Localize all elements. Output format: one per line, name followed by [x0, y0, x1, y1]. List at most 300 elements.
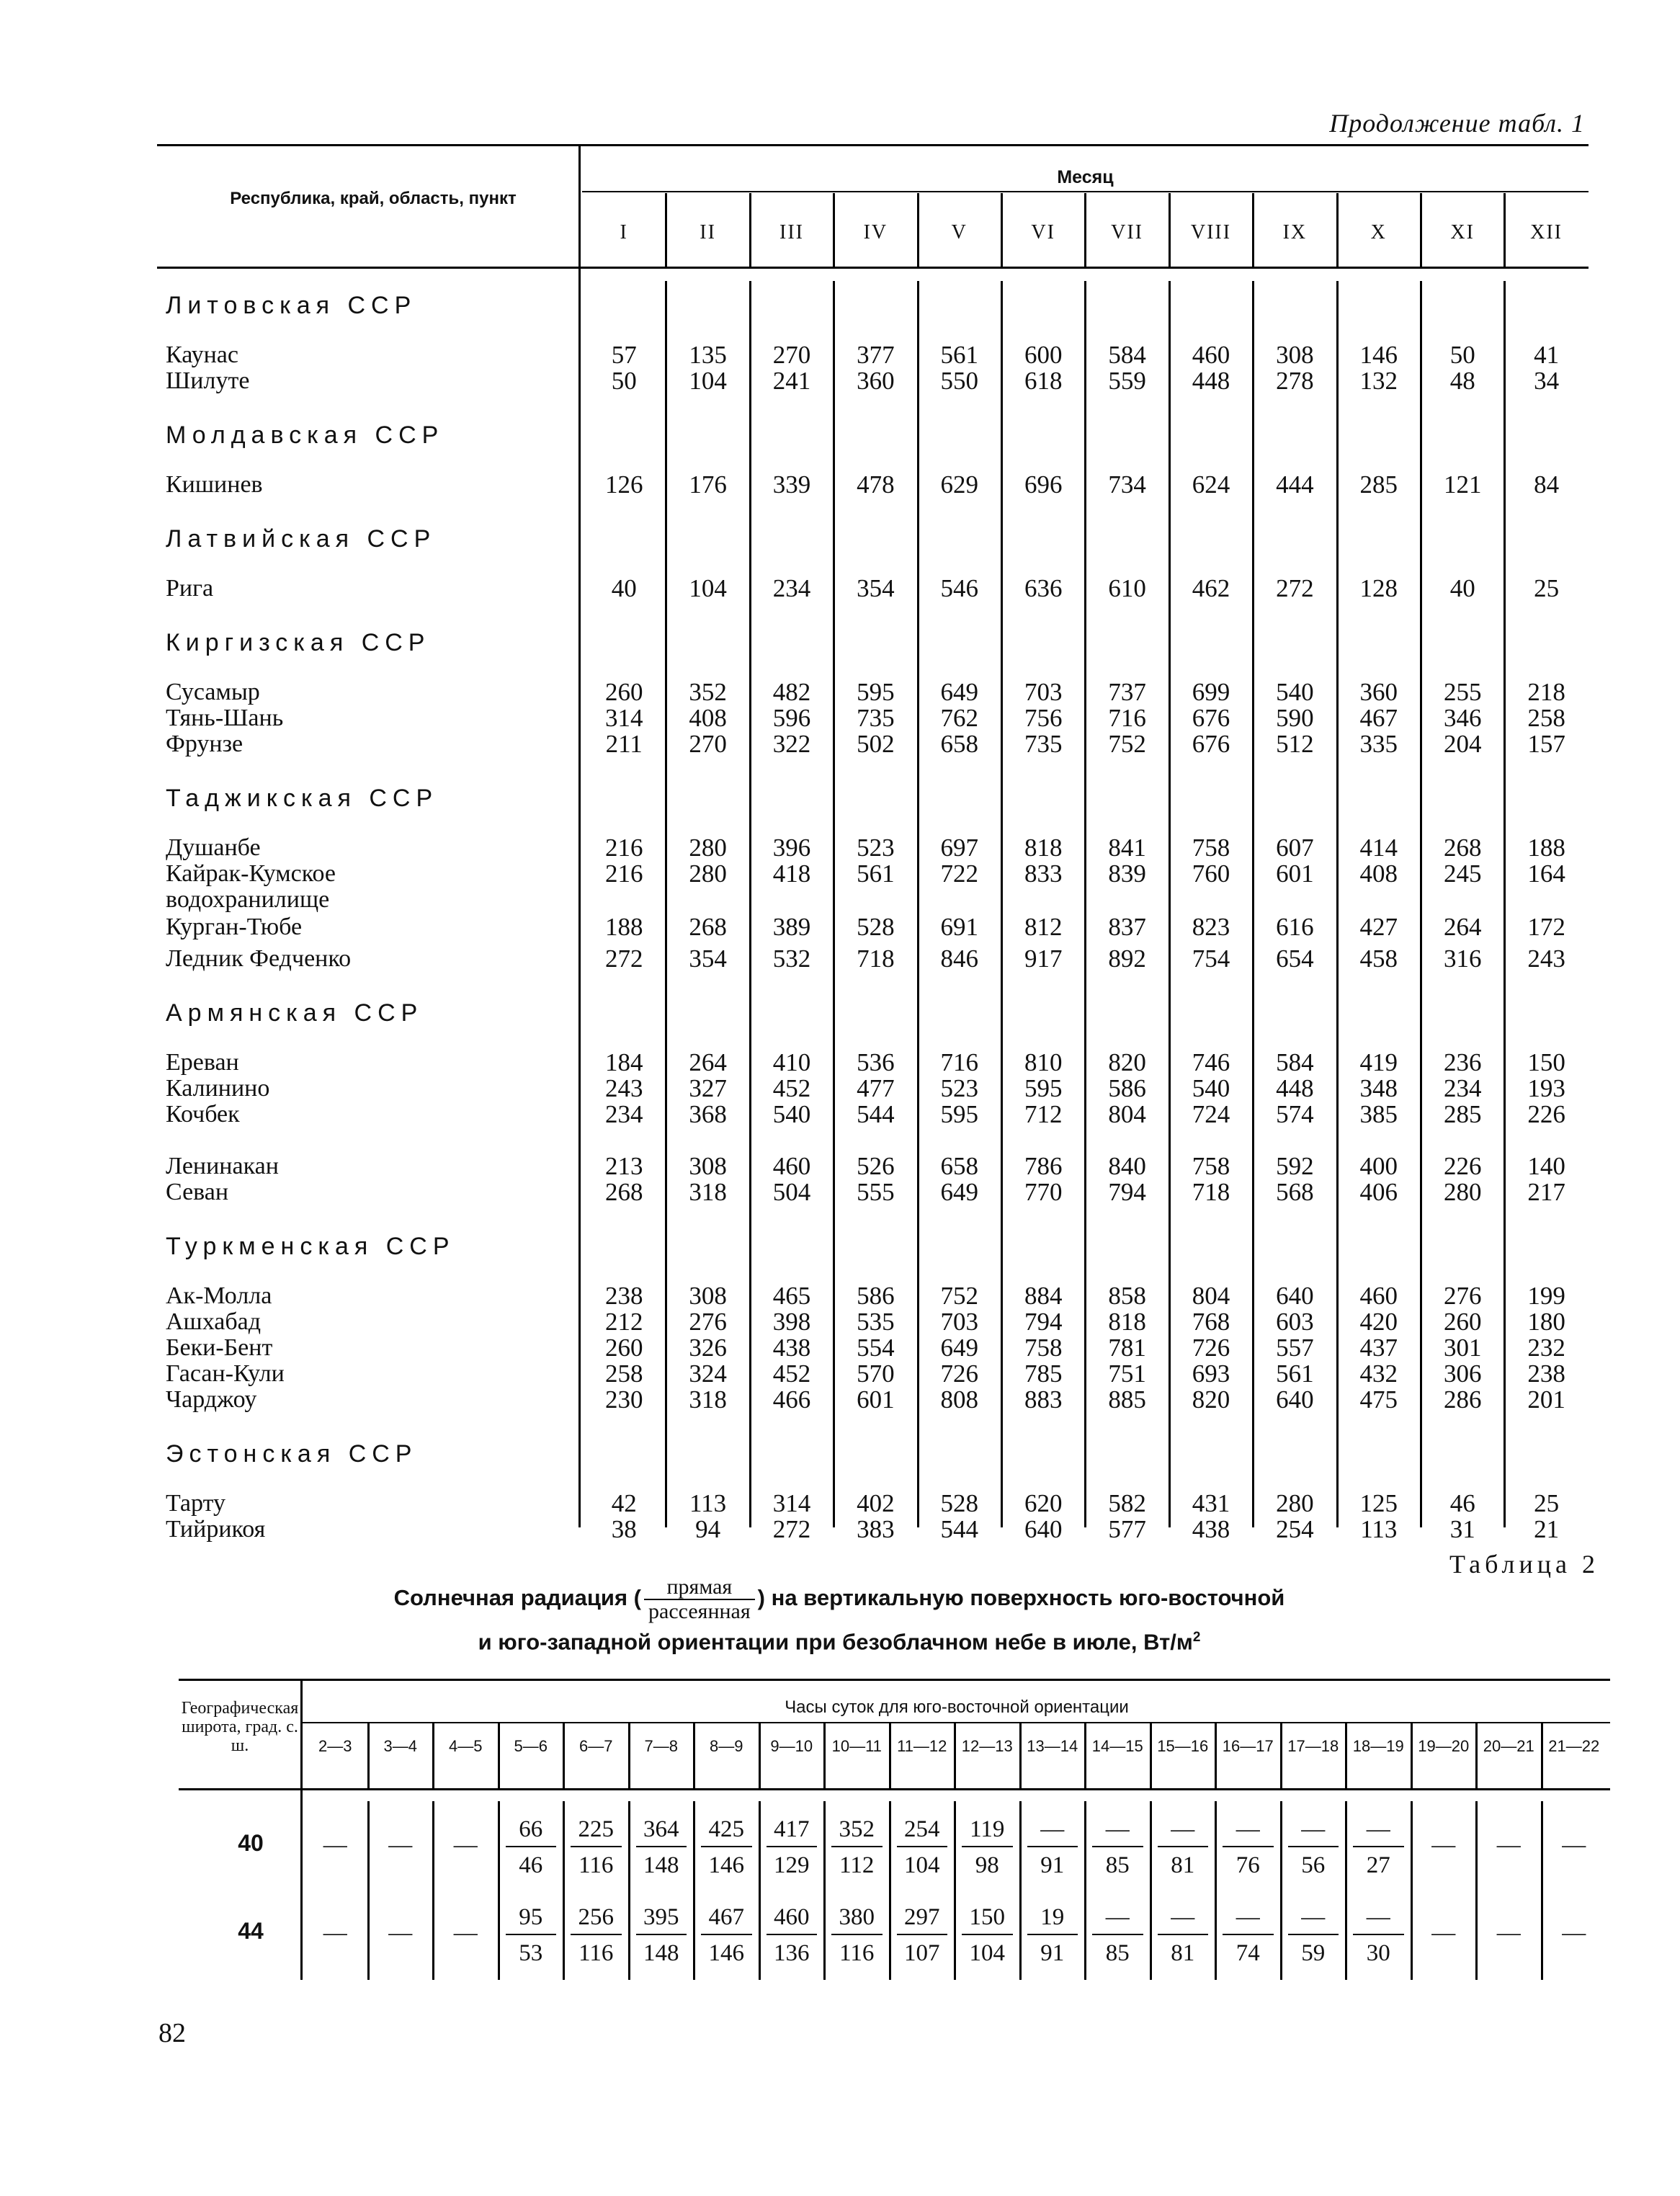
value-cell: 603	[1276, 1308, 1314, 1336]
fraction-line	[636, 1846, 687, 1847]
group-title: Эстонская ССР	[166, 1440, 418, 1468]
diffuse-value: 85	[1105, 1940, 1130, 1966]
value-cell: 410	[772, 1048, 811, 1076]
diffuse-value: 81	[1171, 1852, 1195, 1878]
value-cell: 636	[1024, 574, 1063, 602]
value-cell: 383	[857, 1515, 895, 1543]
value-cell: 532	[772, 945, 811, 973]
diffuse-value: 116	[839, 1940, 875, 1966]
value-cell: 812	[1024, 913, 1063, 941]
value-cell: 703	[1024, 678, 1063, 706]
value-cell: 840	[1108, 1152, 1146, 1180]
diffuse-value: 148	[643, 1852, 679, 1878]
fraction-line	[701, 1934, 752, 1935]
value-cell: 280	[1276, 1489, 1314, 1517]
value-cell: 693	[1192, 1360, 1230, 1388]
value-cell: 555	[857, 1178, 895, 1206]
direct-value: —	[323, 1920, 347, 1946]
value-cell: 348	[1359, 1074, 1398, 1102]
fraction-line	[831, 1934, 883, 1935]
value-cell: 94	[695, 1515, 721, 1543]
hour-column-divider	[628, 1723, 630, 1788]
hour-column-divider	[1411, 1723, 1413, 1788]
value-cell: 781	[1108, 1334, 1146, 1362]
direct-value: 66	[519, 1816, 543, 1842]
value-cell: 314	[772, 1489, 811, 1517]
value-cell: 512	[1276, 730, 1314, 758]
value-cell: 726	[1192, 1334, 1230, 1362]
value-cell: 354	[857, 574, 895, 602]
fraction-line	[1353, 1846, 1404, 1847]
direct-value: —	[1366, 1816, 1390, 1842]
value-cell: 193	[1527, 1074, 1565, 1102]
diffuse-value: 85	[1105, 1852, 1130, 1878]
value-cell: 620	[1024, 1489, 1063, 1517]
hour-column-divider	[1150, 1723, 1152, 1788]
value-cell: 737	[1108, 678, 1146, 706]
value-cell: 339	[772, 470, 811, 499]
value-cell: 535	[857, 1308, 895, 1336]
value-cell: 438	[1192, 1515, 1230, 1543]
month-header: XI	[1450, 221, 1475, 244]
diffuse-value: 116	[578, 1940, 614, 1966]
value-cell: 818	[1024, 834, 1063, 862]
row-name: Ашхабад	[166, 1308, 262, 1335]
value-cell: 883	[1024, 1385, 1063, 1414]
value-cell: 213	[604, 1152, 643, 1180]
value-cell: 716	[940, 1048, 979, 1076]
direct-value: 256	[578, 1904, 614, 1930]
direct-value: 364	[643, 1816, 679, 1842]
value-cell: 132	[1359, 367, 1398, 395]
value-cell: 268	[604, 1178, 643, 1206]
value-cell: 754	[1192, 945, 1230, 973]
month-title-rule	[582, 191, 1589, 192]
value-cell: 255	[1443, 678, 1482, 706]
value-cell: 735	[1024, 730, 1063, 758]
value-cell: 444	[1276, 470, 1314, 499]
value-cell: 574	[1276, 1100, 1314, 1128]
group-title: Туркменская ССР	[166, 1233, 455, 1260]
value-cell: 478	[857, 470, 895, 499]
value-cell: 756	[1024, 704, 1063, 732]
row-name: Калинино	[166, 1075, 270, 1102]
row-name: Сусамыр	[166, 679, 260, 705]
value-cell: 408	[689, 704, 727, 732]
value-cell: 272	[604, 945, 643, 973]
value-cell: 113	[689, 1489, 727, 1517]
value-cell: 804	[1192, 1282, 1230, 1310]
direct-value: —	[1366, 1904, 1390, 1930]
value-cell: 568	[1276, 1178, 1314, 1206]
hour-column-divider	[693, 1723, 695, 1788]
value-cell: 550	[940, 367, 979, 395]
value-cell: 559	[1108, 367, 1146, 395]
value-cell: 438	[772, 1334, 811, 1362]
fraction-line	[897, 1934, 948, 1935]
value-cell: 610	[1108, 574, 1146, 602]
value-cell: 314	[604, 704, 643, 732]
hour-column-divider	[563, 1723, 565, 1788]
row-name: Курган-Тюбе	[166, 914, 303, 940]
value-cell: 839	[1108, 860, 1146, 888]
hour-header: 14—15	[1091, 1737, 1143, 1755]
hour-column-divider	[1280, 1723, 1282, 1788]
value-cell: 786	[1024, 1152, 1063, 1180]
value-cell: 624	[1192, 470, 1230, 499]
value-cell: 396	[772, 834, 811, 862]
value-cell: 278	[1276, 367, 1314, 395]
hour-column-divider	[1541, 1723, 1543, 1788]
value-cell: 601	[857, 1385, 895, 1414]
value-cell: 758	[1192, 834, 1230, 862]
value-cell: 554	[857, 1334, 895, 1362]
direct-value: —	[1171, 1816, 1195, 1842]
value-cell: 272	[1276, 574, 1314, 602]
value-cell: 260	[604, 1334, 643, 1362]
value-cell: 360	[1359, 678, 1398, 706]
value-cell: 354	[689, 945, 727, 973]
value-cell: 50	[1449, 341, 1475, 369]
diffuse-value: 74	[1236, 1940, 1260, 1966]
group-title: Таджикская ССР	[166, 785, 439, 812]
value-cell: 398	[772, 1308, 811, 1336]
value-cell: 322	[772, 730, 811, 758]
value-cell: 697	[940, 834, 979, 862]
value-cell: 217	[1527, 1178, 1565, 1206]
value-cell: 157	[1527, 730, 1565, 758]
value-cell: 833	[1024, 860, 1063, 888]
value-cell: 258	[1527, 704, 1565, 732]
month-header: VIII	[1190, 221, 1232, 244]
row-name: Чарджоу	[166, 1386, 257, 1413]
value-cell: 544	[940, 1515, 979, 1543]
value-cell: 402	[857, 1489, 895, 1517]
direct-value: —	[1301, 1904, 1326, 1930]
value-cell: 477	[857, 1074, 895, 1102]
value-cell: 368	[689, 1100, 727, 1128]
value-cell: 712	[1024, 1100, 1063, 1128]
diffuse-value: 129	[774, 1852, 810, 1878]
direct-value: —	[1431, 1832, 1456, 1858]
value-cell: 324	[689, 1360, 727, 1388]
value-cell: 649	[940, 1178, 979, 1206]
value-cell: 458	[1359, 945, 1398, 973]
table-2	[179, 1679, 1610, 1981]
row-name: Гасан-Кули	[166, 1360, 285, 1387]
value-cell: 236	[1443, 1048, 1482, 1076]
diffuse-value: 76	[1236, 1852, 1260, 1878]
value-cell: 595	[940, 1100, 979, 1128]
fraction-denominator: рассеянная	[648, 1599, 751, 1623]
direct-value: 95	[519, 1904, 543, 1930]
hour-header: 20—21	[1483, 1737, 1534, 1755]
diffuse-value: 56	[1301, 1852, 1326, 1878]
row-name: Ереван	[166, 1049, 239, 1076]
value-cell: 188	[604, 913, 643, 941]
row-name: Ак-Молла	[166, 1282, 272, 1309]
value-cell: 528	[940, 1489, 979, 1517]
diffuse-value: 27	[1366, 1852, 1390, 1878]
hour-header: 3—4	[383, 1737, 417, 1755]
value-cell: 204	[1443, 730, 1482, 758]
value-cell: 570	[857, 1360, 895, 1388]
value-cell: 243	[604, 1074, 643, 1102]
diffuse-value: 81	[1171, 1940, 1195, 1966]
direct-value: —	[1496, 1920, 1521, 1946]
value-cell: 726	[940, 1360, 979, 1388]
direct-value: 352	[839, 1816, 875, 1842]
value-cell: 218	[1527, 678, 1565, 706]
diffuse-value: 107	[904, 1940, 940, 1966]
title-part-1: Солнечная радиация (	[393, 1585, 642, 1610]
value-cell: 50	[611, 367, 637, 395]
title-superscript: 2	[1192, 1629, 1201, 1645]
value-cell: 758	[1024, 1334, 1063, 1362]
value-cell: 352	[689, 678, 727, 706]
value-cell: 466	[772, 1385, 811, 1414]
title-fraction	[644, 1576, 755, 1623]
value-cell: 616	[1276, 913, 1314, 941]
fraction-line	[962, 1934, 1013, 1935]
value-cell: 385	[1359, 1100, 1398, 1128]
value-cell: 584	[1108, 341, 1146, 369]
direct-value: 395	[643, 1904, 679, 1930]
direct-value: —	[1105, 1904, 1130, 1930]
value-cell: 752	[1108, 730, 1146, 758]
fraction-line	[897, 1846, 948, 1847]
value-cell: 540	[1192, 1074, 1230, 1102]
hour-column-divider	[1541, 1801, 1543, 1980]
hour-column-divider	[759, 1723, 761, 1788]
month-header: II	[700, 221, 716, 244]
fraction-line	[1158, 1846, 1209, 1847]
value-cell: 260	[1443, 1308, 1482, 1336]
region-column-divider	[578, 144, 581, 1527]
value-cell: 431	[1192, 1489, 1230, 1517]
value-cell: 270	[689, 730, 727, 758]
value-cell: 528	[857, 913, 895, 941]
value-cell: 201	[1527, 1385, 1565, 1414]
table-1	[157, 144, 1589, 1543]
hour-column-divider	[1215, 1723, 1217, 1788]
latitude-cell: 40	[238, 1830, 264, 1856]
hour-column-divider	[889, 1723, 891, 1788]
value-cell: 841	[1108, 834, 1146, 862]
direct-value: —	[388, 1920, 413, 1946]
group-title: Латвийская ССР	[166, 525, 437, 553]
month-header: XII	[1530, 221, 1563, 244]
value-cell: 146	[1359, 341, 1398, 369]
month-header: VI	[1031, 221, 1055, 244]
hour-column-divider	[498, 1723, 500, 1788]
value-cell: 460	[772, 1152, 811, 1180]
value-cell: 770	[1024, 1178, 1063, 1206]
value-cell: 724	[1192, 1100, 1230, 1128]
diffuse-value: 59	[1301, 1940, 1326, 1966]
diffuse-value: 146	[708, 1852, 744, 1878]
table-2-label: Таблица 2	[1449, 1550, 1599, 1579]
month-header: IV	[863, 221, 888, 244]
value-cell: 335	[1359, 730, 1398, 758]
value-cell: 184	[604, 1048, 643, 1076]
direct-value: —	[1562, 1920, 1586, 1946]
value-cell: 676	[1192, 704, 1230, 732]
fraction-line	[701, 1846, 752, 1847]
value-cell: 280	[1443, 1178, 1482, 1206]
value-cell: 734	[1108, 470, 1146, 499]
value-cell: 629	[940, 470, 979, 499]
value-cell: 523	[940, 1074, 979, 1102]
hour-header: 8—9	[710, 1737, 743, 1755]
month-header: III	[779, 221, 804, 244]
hour-header: 19—20	[1418, 1737, 1470, 1755]
value-cell: 561	[857, 860, 895, 888]
value-cell: 696	[1024, 470, 1063, 499]
month-header: IX	[1282, 221, 1308, 244]
group-title: Армянская ССР	[166, 999, 424, 1027]
fraction-line	[571, 1846, 622, 1847]
value-cell: 308	[689, 1152, 727, 1180]
value-cell: 735	[857, 704, 895, 732]
value-cell: 254	[1276, 1515, 1314, 1543]
value-cell: 234	[772, 574, 811, 602]
value-cell: 590	[1276, 704, 1314, 732]
row-name: Беки-Бент	[166, 1334, 273, 1361]
fraction-line	[636, 1934, 687, 1935]
direct-value: —	[1040, 1816, 1065, 1842]
value-cell: 128	[1359, 574, 1398, 602]
value-cell: 448	[1276, 1074, 1314, 1102]
value-cell: 595	[857, 678, 895, 706]
value-cell: 460	[1359, 1282, 1398, 1310]
hour-column-divider	[367, 1723, 370, 1788]
fraction-line	[1092, 1934, 1143, 1935]
value-cell: 618	[1024, 367, 1063, 395]
value-cell: 104	[689, 367, 727, 395]
value-cell: 46	[1449, 1489, 1475, 1517]
value-cell: 582	[1108, 1489, 1146, 1517]
value-cell: 432	[1359, 1360, 1398, 1388]
month-header: V	[951, 221, 968, 244]
fraction-line	[506, 1846, 557, 1847]
value-cell: 427	[1359, 913, 1398, 941]
hour-column-divider	[1475, 1801, 1478, 1980]
fraction-line	[1027, 1934, 1078, 1935]
value-cell: 760	[1192, 860, 1230, 888]
value-cell: 327	[689, 1074, 727, 1102]
value-cell: 804	[1108, 1100, 1146, 1128]
value-cell: 164	[1527, 860, 1565, 888]
value-cell: 84	[1534, 470, 1560, 499]
hour-header: 17—18	[1287, 1737, 1339, 1755]
direct-value: —	[388, 1832, 413, 1858]
value-cell: 135	[689, 341, 727, 369]
value-cell: 561	[940, 341, 979, 369]
value-cell: 104	[689, 574, 727, 602]
direct-value: 119	[970, 1816, 1005, 1842]
value-cell: 504	[772, 1178, 811, 1206]
value-cell: 326	[689, 1334, 727, 1362]
row-name: Севан	[166, 1179, 229, 1205]
value-cell: 658	[940, 730, 979, 758]
value-cell: 785	[1024, 1360, 1063, 1388]
direct-value: 254	[904, 1816, 940, 1842]
value-cell: 885	[1108, 1385, 1146, 1414]
hour-column-divider	[1475, 1723, 1478, 1788]
table-2-header-bottom-rule	[179, 1788, 1610, 1790]
month-header: VII	[1111, 221, 1144, 244]
hour-header: 2—3	[318, 1737, 352, 1755]
value-cell: 308	[1276, 341, 1314, 369]
value-cell: 858	[1108, 1282, 1146, 1310]
hour-header: 9—10	[770, 1737, 813, 1755]
direct-value: —	[1562, 1832, 1586, 1858]
row-name: Кайрак-Кумское водохранилище	[166, 860, 336, 913]
value-cell: 150	[1527, 1048, 1565, 1076]
page-number: 82	[158, 2018, 186, 2048]
value-cell: 276	[689, 1308, 727, 1336]
value-cell: 21	[1534, 1515, 1560, 1543]
value-cell: 400	[1359, 1152, 1398, 1180]
value-cell: 699	[1192, 678, 1230, 706]
direct-value: 467	[708, 1904, 744, 1930]
value-cell: 640	[1024, 1515, 1063, 1543]
value-cell: 418	[772, 860, 811, 888]
value-cell: 57	[611, 341, 637, 369]
value-cell: 308	[689, 1282, 727, 1310]
value-cell: 600	[1024, 341, 1063, 369]
value-cell: 280	[689, 860, 727, 888]
fraction-line	[831, 1846, 883, 1847]
table-2-title	[180, 1574, 1498, 1656]
latitude-header: Географическая широта, град. с. ш.	[181, 1699, 299, 1755]
value-cell: 234	[1443, 1074, 1482, 1102]
fraction-line	[1223, 1934, 1274, 1935]
value-cell: 172	[1527, 913, 1565, 941]
row-name: Тарту	[166, 1490, 225, 1517]
diffuse-value: 112	[839, 1852, 875, 1878]
hour-header: 4—5	[449, 1737, 483, 1755]
row-name: Душанбе	[166, 834, 261, 861]
value-cell: 596	[772, 704, 811, 732]
value-cell: 595	[1024, 1074, 1063, 1102]
group-title: Молдавская ССР	[166, 421, 444, 449]
value-cell: 211	[605, 730, 643, 758]
value-cell: 718	[1192, 1178, 1230, 1206]
hour-column-divider	[432, 1801, 434, 1980]
row-name: Шилуте	[166, 367, 250, 394]
value-cell: 820	[1108, 1048, 1146, 1076]
value-cell: 526	[857, 1152, 895, 1180]
value-cell: 140	[1527, 1152, 1565, 1180]
hour-header: 6—7	[579, 1737, 613, 1755]
value-cell: 40	[611, 574, 637, 602]
value-cell: 176	[689, 470, 727, 499]
direct-value: —	[453, 1832, 478, 1858]
value-cell: 540	[1276, 678, 1314, 706]
month-header: I	[620, 221, 628, 244]
group-title: Литовская ССР	[166, 292, 417, 319]
value-cell: 475	[1359, 1385, 1398, 1414]
value-cell: 691	[940, 913, 979, 941]
value-cell: 306	[1443, 1360, 1482, 1388]
value-cell: 557	[1276, 1334, 1314, 1362]
direct-value: —	[1431, 1920, 1456, 1946]
value-cell: 286	[1443, 1385, 1482, 1414]
value-cell: 41	[1534, 341, 1560, 369]
value-cell: 649	[940, 678, 979, 706]
